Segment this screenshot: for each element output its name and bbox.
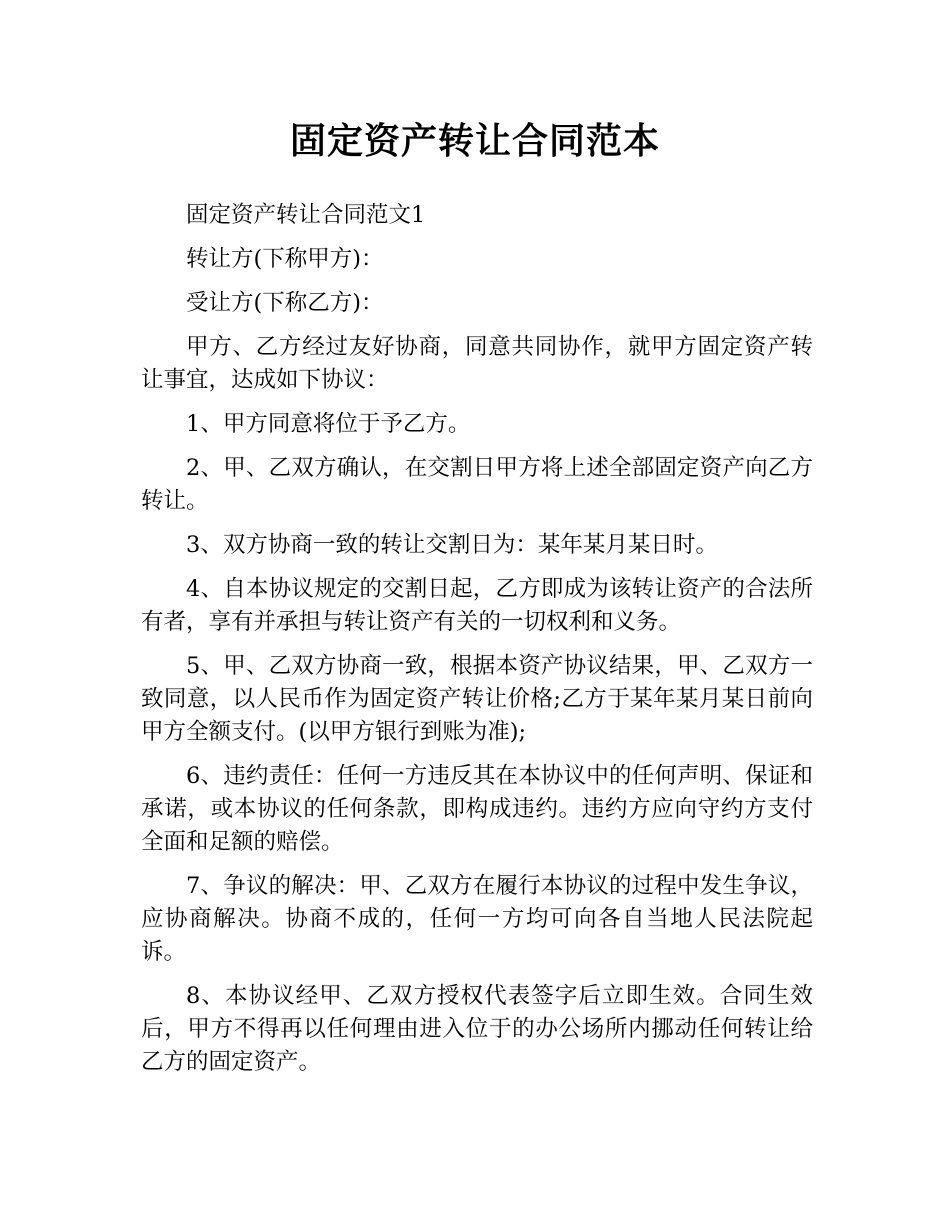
paragraph-transferee: 受让方(下称乙方)： <box>186 290 384 316</box>
paragraph-clause-5: 5、甲、乙双方协商一致，根据本资产协议结果，甲、乙双方一致同意，以人民币作为固定资产转让价格;乙方于某年某月某日前向甲方全额支付。(以甲方银行到账为准); <box>141 653 813 745</box>
paragraph-clause-4: 4、自本协议规定的交割日起，乙方即成为该转让资产的合法所有者，享有并承担与转让资产有关的一切权利和义务。 <box>141 576 813 635</box>
document-body <box>141 199 813 1090</box>
paragraph-clause-6: 6、违约责任：任何一方违反其在本协议中的任何声明、保证和承诺，或本协议的任何条款，即构成违约。违约方应向守约方支付全面和足额的赔偿。 <box>141 763 813 855</box>
paragraph-clause-3: 3、双方协商一致的转让交割日为：某年某月某日时。 <box>186 532 718 558</box>
document-title: 固定资产转让合同范本 <box>289 121 660 162</box>
paragraph-clause-1: 1、甲方同意将位于予乙方。 <box>186 411 471 437</box>
paragraph-clause-7: 7、争议的解决：甲、乙双方在履行本协议的过程中发生争议，应协商解决。协商不成的，任何一方均可向各自当地人民法院起诉。 <box>141 873 813 965</box>
paragraph-preamble: 甲方、乙方经过友好协商，同意共同协作，就甲方固定资产转让事宜，达成如下协议： <box>141 334 813 393</box>
paragraph-heading-sample: 固定资产转让合同范文1 <box>186 202 426 228</box>
paragraph-clause-2: 2、甲、乙双方确认，在交割日甲方将上述全部固定资产向乙方转让。 <box>141 455 813 514</box>
paragraph-transferor: 转让方(下称甲方)： <box>186 246 384 272</box>
paragraph-clause-8: 8、本协议经甲、乙双方授权代表签字后立即生效。合同生效后，甲方不得再以任何理由进入位于的办公场所内挪动任何转让给乙方的固定资产。 <box>141 983 813 1075</box>
